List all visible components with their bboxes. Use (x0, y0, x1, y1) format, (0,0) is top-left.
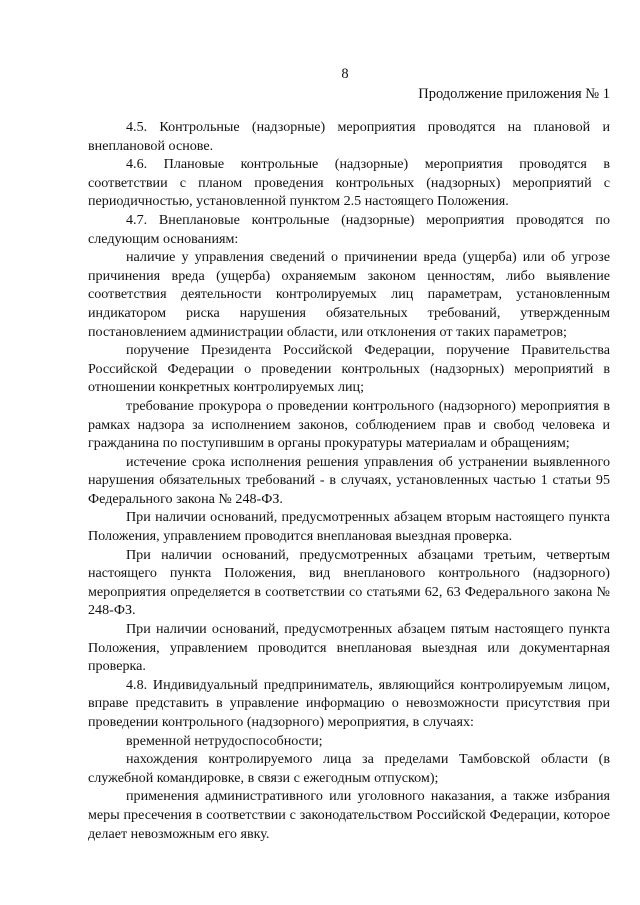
paragraph-4-8: 4.8. Индивидуальный предприниматель, являющийся контролируемым лицом, вправе представить в управление информацию о невозможности присутствия при проведении контрольного (надзорного) мероприятия, в случаях: (88, 676, 610, 730)
paragraph-4-7: 4.7. Внеплановые контрольные (надзорные) мероприятия проводятся по следующим основаниям: (88, 211, 610, 247)
list-item-prosecutor-demand: требование прокурора о проведении контрольного (надзорного) мероприятия в рамках надзора за исполнением законов, соблюдением прав и свобод человека и гражданина по поступившим в органы прокуратуры материалам и обращениям; (88, 397, 610, 452)
appendix-continuation-label: Продолжение приложения № 1 (418, 86, 610, 102)
paragraph-4-6: 4.6. Плановые контрольные (надзорные) мероприятия проводятся в соответствии с планом проведения контрольных (надзорных) мероприятий с периодичностью, установленной пунктом 2.5 настоящего Положения. (88, 156, 610, 210)
list-item-presidential-order: поручение Президента Российской Федерации, поручение Правительства Российской Федерации о проведении контрольных (надзорных) мероприятий в отношении конкретных контролируемых лиц; (88, 342, 610, 396)
document-body (88, 118, 610, 843)
page-number: 8 (341, 66, 349, 82)
list-item-punishment: применения административного или уголовного наказания, а также избрания меры пресечения в соответствии с законодательством Российской Федерации, которое делает невозможным его явку. (88, 788, 610, 842)
list-item-temporary-disability: временной нетрудоспособности; (126, 732, 323, 749)
list-item-harm-information: наличие у управления сведений о причинении вреда (ущерба) или об угрозе причинения вреда (ущерба) охраняемым законом ценностям, либо выявление соответствия деятельности контролируемых лиц параметрам, установленным индикатором риска нарушения обязательных требований, утвержденным постановлением администрации области, или отклонения от таких параметров; (88, 249, 610, 340)
paragraph-4-5: 4.5. Контрольные (надзорные) мероприятия проводятся на плановой и внеплановой основе. (88, 119, 610, 154)
list-item-outside-region: нахождения контролируемого лица за пределами Тамбовской области (в служебной командировке, в связи с ежегодным отпуском); (88, 751, 610, 786)
paragraph-third-fourth-basis: При наличии оснований, предусмотренных абзацами третьим, четвертым настоящего пункта Положения, вид внепланового контрольного (надзорного) мероприятия определяется в соответствии со статьями 62, 63 Федерального закона № 248-ФЗ. (88, 546, 610, 619)
list-item-deadline-expiry: истечение срока исполнения решения управления об устранении выявленного нарушения обязательных требований - в случаях, установленных частью 1 статьи 95 Федерального закона № 248-ФЗ. (88, 453, 610, 507)
paragraph-fifth-basis: При наличии оснований, предусмотренных абзацем пятым настоящего пункта Положения, управлением проводится внеплановая выездная или документарная проверка. (88, 621, 610, 675)
paragraph-second-basis: При наличии оснований, предусмотренных абзацем вторым настоящего пункта Положения, управлением проводится внеплановая выездная проверка. (88, 509, 610, 545)
